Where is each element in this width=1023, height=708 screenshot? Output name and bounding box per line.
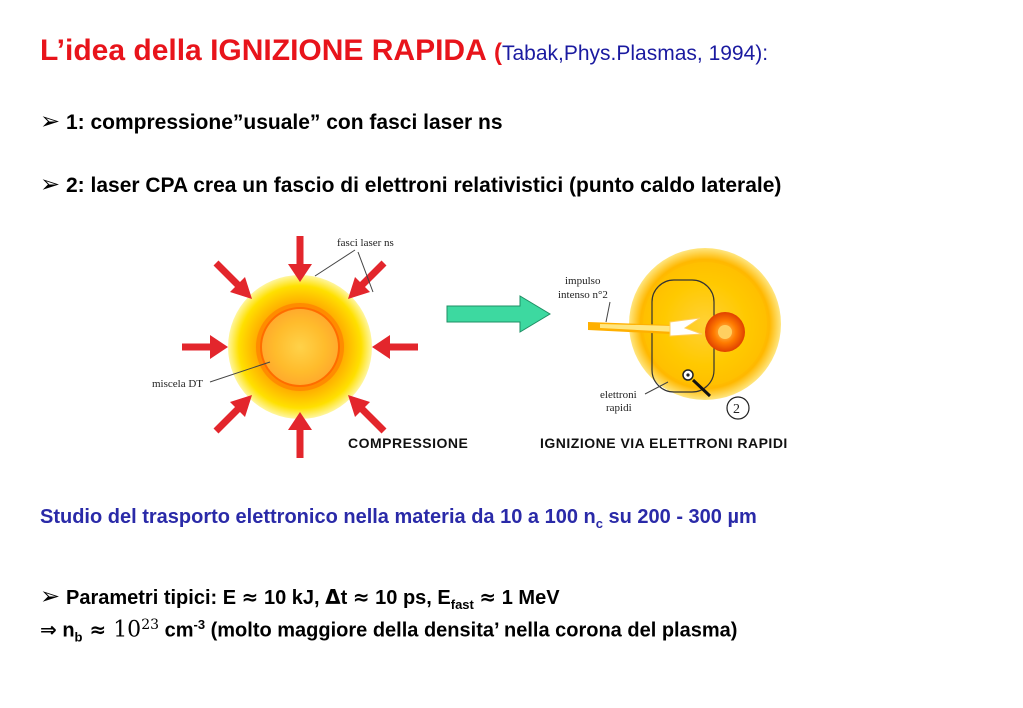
step-number: 2 xyxy=(733,402,740,417)
study-rest: su 200 - 300 µm xyxy=(602,506,757,528)
title-paren: ( xyxy=(493,39,502,66)
diagram-svg xyxy=(140,222,860,470)
ignition-target xyxy=(629,248,781,400)
arrow-icon xyxy=(216,263,252,299)
fast-subscript: fast xyxy=(450,597,474,612)
transfer-arrow-icon xyxy=(447,296,550,332)
bullet-arrow-icon: ➢ xyxy=(40,107,61,135)
arrow-icon xyxy=(372,335,418,359)
bullet-2 xyxy=(40,170,781,198)
density-unit: cm xyxy=(159,619,194,642)
bullet-1 xyxy=(40,107,503,135)
study-subscript: c xyxy=(595,516,603,531)
density-comment: (molto maggiore della densita’ nella corona del plasma) xyxy=(205,619,738,642)
electrons-label-line2: rapidi xyxy=(606,402,632,414)
ignition-caption: IGNIZIONE VIA ELETTRONI RAPIDI xyxy=(540,435,788,451)
arrow-icon xyxy=(182,335,228,359)
mix-label: miscela DT xyxy=(152,378,204,390)
beams-leader-line xyxy=(315,250,355,276)
nb-subscript: b xyxy=(74,629,83,645)
params-lead: Parametri tipici: E xyxy=(66,587,242,609)
electrons-label-line1: elettroni xyxy=(600,389,637,401)
density-line xyxy=(40,617,737,645)
pulse-label-line2: intenso n°2 xyxy=(558,289,608,301)
compression-caption: COMPRESSIONE xyxy=(348,435,469,451)
approx-symbol: ≈ xyxy=(82,617,114,642)
beams-label: fasci laser ns xyxy=(337,237,394,249)
arrow-icon xyxy=(288,236,312,282)
study-line xyxy=(40,506,757,531)
arrow-icon xyxy=(288,412,312,458)
title-main: L’idea della IGNIZIONE RAPIDA xyxy=(40,34,486,67)
arrow-icon xyxy=(216,395,252,431)
energy-value: 10 kJ, xyxy=(258,587,326,609)
unit-exponent: -3 xyxy=(193,617,206,632)
pulse-leader-line xyxy=(606,302,610,322)
density-base: 10 xyxy=(113,617,142,643)
slide-title xyxy=(40,34,768,68)
t-part: t xyxy=(340,587,353,609)
title-citation: Tabak,Phys.Plasmas, 1994): xyxy=(501,42,769,65)
bullet-arrow-icon: ➢ xyxy=(40,582,61,610)
arrow-icon xyxy=(348,395,384,431)
approx-symbol: ≈ xyxy=(352,585,370,609)
approx-symbol: ≈ xyxy=(241,585,259,609)
ignition-diagram xyxy=(140,222,860,470)
fast-value: 1 MeV xyxy=(496,587,560,609)
density-exponent: 23 xyxy=(141,617,160,633)
bullet-2-text: 2: laser CPA crea un fascio di elettroni relativistici (punto caldo laterale) xyxy=(66,174,782,197)
time-value: 10 ps, E xyxy=(369,587,451,609)
study-text: Studio del trasporto elettronico nella materia da 10 a 100 n xyxy=(40,506,596,528)
delta-symbol: Δ xyxy=(325,585,341,609)
nb-label: n xyxy=(56,619,75,642)
params-line xyxy=(40,582,560,612)
bullet-1-text: 1: compressione”usuale” con fasci laser ns xyxy=(66,111,503,134)
arrow-icon xyxy=(348,263,384,299)
implies-symbol: ⇒ xyxy=(40,617,57,642)
pulse-label-line1: impulso xyxy=(565,275,601,287)
approx-symbol: ≈ xyxy=(479,585,497,609)
bullet-arrow-icon: ➢ xyxy=(40,170,61,198)
